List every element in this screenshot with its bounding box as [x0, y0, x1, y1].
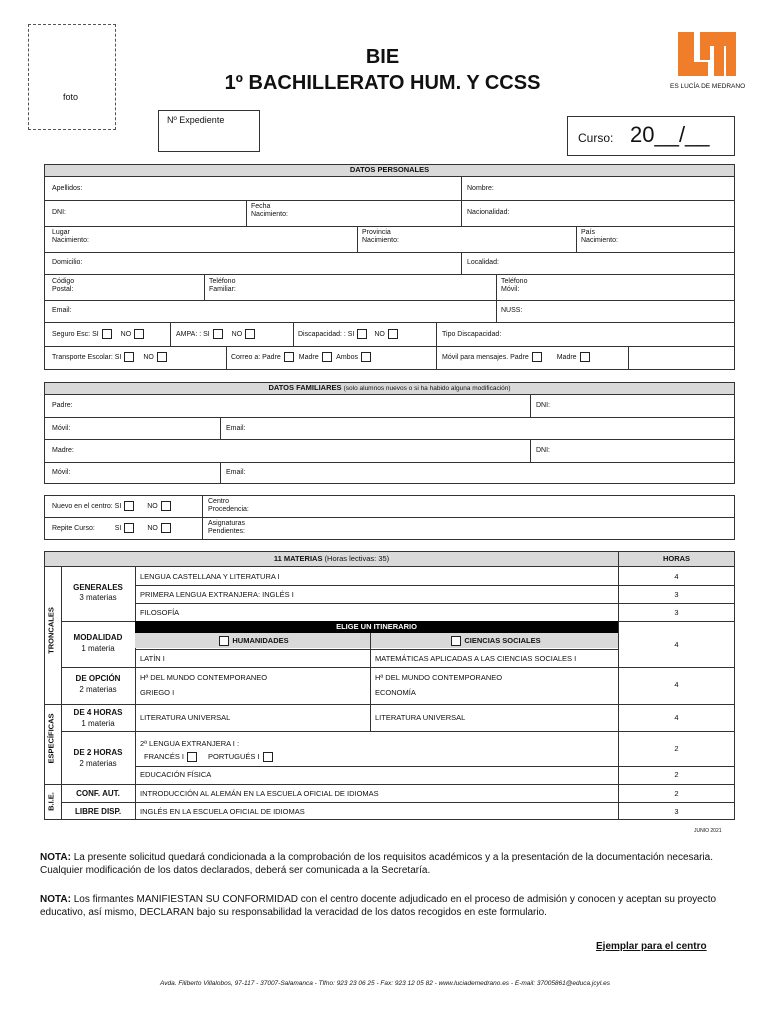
logo-text: ES LUCÍA DE MEDRANO [670, 83, 746, 90]
ingles-eoi-hours: 3 [674, 807, 679, 816]
lengua-hours: 4 [674, 572, 679, 581]
transporte-field: Transporte Escolar: SI NO [52, 352, 170, 362]
ingles-hours: 3 [674, 590, 679, 599]
opcion-label: DE OPCIÓN 2 materias [75, 674, 121, 694]
dos-horas-label: DE 2 HORAS 2 materias [73, 748, 123, 768]
domicilio-label[interactable]: Domicilio: [52, 259, 83, 266]
nuevo-no-checkbox[interactable] [161, 501, 171, 511]
centro-procedencia-label[interactable]: Centro Procedencia: [208, 498, 249, 513]
ciencias-checkbox[interactable] [451, 636, 461, 646]
tipo-discapacidad-label[interactable]: Tipo Discapacidad: [442, 331, 502, 338]
nuevo-si-checkbox[interactable] [124, 501, 134, 511]
padre-dni-label[interactable]: DNI: [536, 402, 550, 409]
repite-no-checkbox[interactable] [161, 523, 171, 533]
educacion-subject: EDUCACIÓN FÍSICA [140, 770, 212, 779]
filosofia-hours: 3 [674, 608, 679, 617]
frances-checkbox[interactable] [187, 752, 197, 762]
cuatro-horas-label: DE 4 HORAS 1 materia [73, 708, 123, 728]
elige-itinerario-bar: ELIGE UN ITINERARIO [135, 621, 618, 633]
opcion-hours: 4 [674, 680, 679, 689]
email-label[interactable]: Email: [52, 307, 72, 314]
educacion-hours: 2 [674, 770, 679, 779]
generales-label: GENERALES 3 materias [73, 583, 123, 602]
correo-field: Correo a: Padre Madre Ambos [231, 352, 374, 362]
discapacidad-field: Discapacidad: : SI NO [298, 329, 401, 339]
modalidad-hours: 4 [674, 640, 679, 649]
historia-cs-subject: Hª DEL MUNDO CONTEMPORANEO [375, 673, 503, 682]
historia-hum-subject: Hª DEL MUNDO CONTEMPORANEO [140, 673, 268, 682]
personal-section-title: DATOS PERSONALES [44, 164, 735, 177]
padre-email-label[interactable]: Email: [226, 425, 246, 432]
hours-header: HORAS [618, 551, 735, 567]
nombre-label[interactable]: Nombre: [467, 185, 494, 192]
nacionalidad-label[interactable]: Nacionalidad: [467, 209, 510, 216]
mensajes-madre-checkbox[interactable] [580, 352, 590, 362]
photo-label: foto [63, 92, 79, 102]
asignaturas-pendientes-label[interactable]: Asignaturas Pendientes: [208, 520, 245, 535]
footer-address: Avda. Filiberto Villalobos, 97-117 - 37007-Salamanca - Tlfno: 923 23 06 25 - Fax: 923 12 05 82 - www.luciademedrano.es - E-mail: 37005861@educa.jcyl.es [160, 980, 610, 987]
madre-movil-label[interactable]: Móvil: [52, 469, 71, 476]
ingles-eoi-subject: INGLÉS EN LA ESCUELA OFICIAL DE IDIOMAS [140, 807, 305, 816]
madre-email-label[interactable]: Email: [226, 469, 246, 476]
seguro-escolar-field: Seguro Esc: SI NO [52, 329, 147, 339]
literatura-cs-subject: LITERATURA UNIVERSAL [375, 713, 466, 722]
modalidad-label: MODALIDAD 1 materia [73, 633, 123, 653]
lugar-nacimiento-label[interactable]: Lugar Nacimiento: [52, 229, 89, 244]
nota-1: NOTA: La presente solicitud quedará condicionada a la comprobación de los requisitos académicos y a la presentación de la documentación necesaria. Cualquier modificación de los datos declarados, deberá ser comunicada a la Secretaría. [40, 852, 713, 876]
expediente-box[interactable] [158, 110, 260, 152]
ingles-subject: PRIMERA LENGUA EXTRANJERA: INGLÉS I [140, 590, 294, 599]
aleman-hours: 2 [674, 789, 679, 798]
family-section-title: DATOS FAMILIARES (solo alumnos nuevos o si ha habido alguna modificación) [44, 382, 735, 395]
repite-si-checkbox[interactable] [124, 523, 134, 533]
nuevo-centro-field: Nuevo en el centro: SI NO [52, 501, 174, 511]
curso-value: 20__/__ [630, 122, 710, 147]
madre-label[interactable]: Madre: [52, 447, 74, 454]
ampa-no-checkbox[interactable] [245, 329, 255, 339]
matematicas-subject: MATEMÁTICAS APLICADAS A LAS CIENCIAS SOCIALES I [375, 654, 577, 663]
provincia-nacimiento-label[interactable]: Provincia Nacimiento: [362, 229, 399, 244]
subjects-header: 11 MATERIAS (Horas lectivas: 35) [44, 551, 619, 567]
economia-subject: ECONOMÍA [375, 688, 416, 697]
humanidades-checkbox[interactable] [219, 636, 229, 646]
discapacidad-no-checkbox[interactable] [388, 329, 398, 339]
segunda-lengua-subject: 2ª LENGUA EXTRANJERA I : FRANCÉS I PORTUGUÉS I [140, 737, 276, 763]
curso-label: Curso: [578, 131, 614, 145]
title-line-2: 1º BACHILLERATO HUM. Y CCSS [224, 72, 541, 94]
version-label: JUNIO 2021 [694, 828, 722, 834]
nuss-label[interactable]: NUSS: [501, 307, 523, 314]
griego-subject: GRIEGO I [140, 688, 175, 697]
transporte-si-checkbox[interactable] [124, 352, 134, 362]
curso-box[interactable] [567, 116, 735, 156]
ejemplar-label: Ejemplar para el centro [596, 941, 707, 952]
segunda-hours: 2 [674, 744, 679, 753]
localidad-label[interactable]: Localidad: [467, 259, 499, 266]
padre-label[interactable]: Padre: [52, 402, 73, 409]
lengua-subject: LENGUA CASTELLANA Y LITERATURA I [140, 572, 280, 581]
ampa-field: AMPA: : SI NO [176, 329, 258, 339]
repite-curso-field: Repite Curso: SI NO [52, 523, 174, 533]
ampa-si-checkbox[interactable] [213, 329, 223, 339]
especificas-label: ESPECÍFICAS [46, 713, 56, 764]
nota-2: NOTA: Los firmantes MANIFIESTAN SU CONFORMIDAD con el centro docente adjudicado en el proceso de admisión y conocen y aceptan su proyecto educativo, así mismo, DECLARAN bajo su responsabilidad la veracidad de los datos recogidos en este formulario. [40, 894, 717, 918]
madre-dni-label[interactable]: DNI: [536, 447, 550, 454]
apellidos-label[interactable]: Apellidos: [52, 185, 83, 192]
photo-box[interactable] [28, 24, 116, 130]
page-title [150, 44, 615, 96]
seguro-si-checkbox[interactable] [102, 329, 112, 339]
literatura-hum-subject: LITERATURA UNIVERSAL [140, 713, 231, 722]
correo-madre-checkbox[interactable] [322, 352, 332, 362]
filosofia-subject: FILOSOFÍA [140, 608, 180, 617]
ciencias-option[interactable]: CIENCIAS SOCIALES [371, 633, 618, 648]
seguro-no-checkbox[interactable] [134, 329, 144, 339]
school-logo [670, 28, 746, 94]
fecha-nacimiento-label[interactable]: Fecha Nacimiento: [251, 203, 288, 218]
codigo-postal-label[interactable]: Código Postal: [52, 278, 75, 293]
correo-padre-checkbox[interactable] [284, 352, 294, 362]
aleman-subject: INTRODUCCIÓN AL ALEMÁN EN LA ESCUELA OFICIAL DE IDIOMAS [140, 789, 379, 798]
expediente-label: Nº Expediente [167, 115, 225, 125]
title-line-1: BIE [365, 46, 400, 68]
dni-label[interactable]: DNI: [52, 209, 66, 216]
libre-label: LIBRE DISP. [74, 807, 122, 816]
conf-label: CONF. AUT. [76, 789, 120, 798]
humanidades-option[interactable]: HUMANIDADES [135, 633, 370, 648]
padre-movil-label[interactable]: Móvil: [52, 425, 71, 432]
movil-mensajes-field: Móvil para mensajes. Padre Madre [442, 352, 593, 362]
portugues-checkbox[interactable] [263, 752, 273, 762]
transporte-no-checkbox[interactable] [157, 352, 167, 362]
personal-data-box [44, 176, 735, 370]
pais-nacimiento-label[interactable]: País Nacimiento: [581, 229, 618, 244]
correo-ambos-checkbox[interactable] [361, 352, 371, 362]
telefono-movil-label[interactable]: Teléfono Móvil: [501, 278, 528, 293]
latin-subject: LATÍN I [140, 654, 165, 663]
telefono-familiar-label[interactable]: Teléfono Familiar: [209, 278, 236, 293]
troncales-label: TRONCALES [46, 607, 56, 654]
discapacidad-si-checkbox[interactable] [357, 329, 367, 339]
bie-label: B.I.E. [46, 792, 56, 811]
cuatro-hours: 4 [674, 713, 679, 722]
mensajes-padre-checkbox[interactable] [532, 352, 542, 362]
